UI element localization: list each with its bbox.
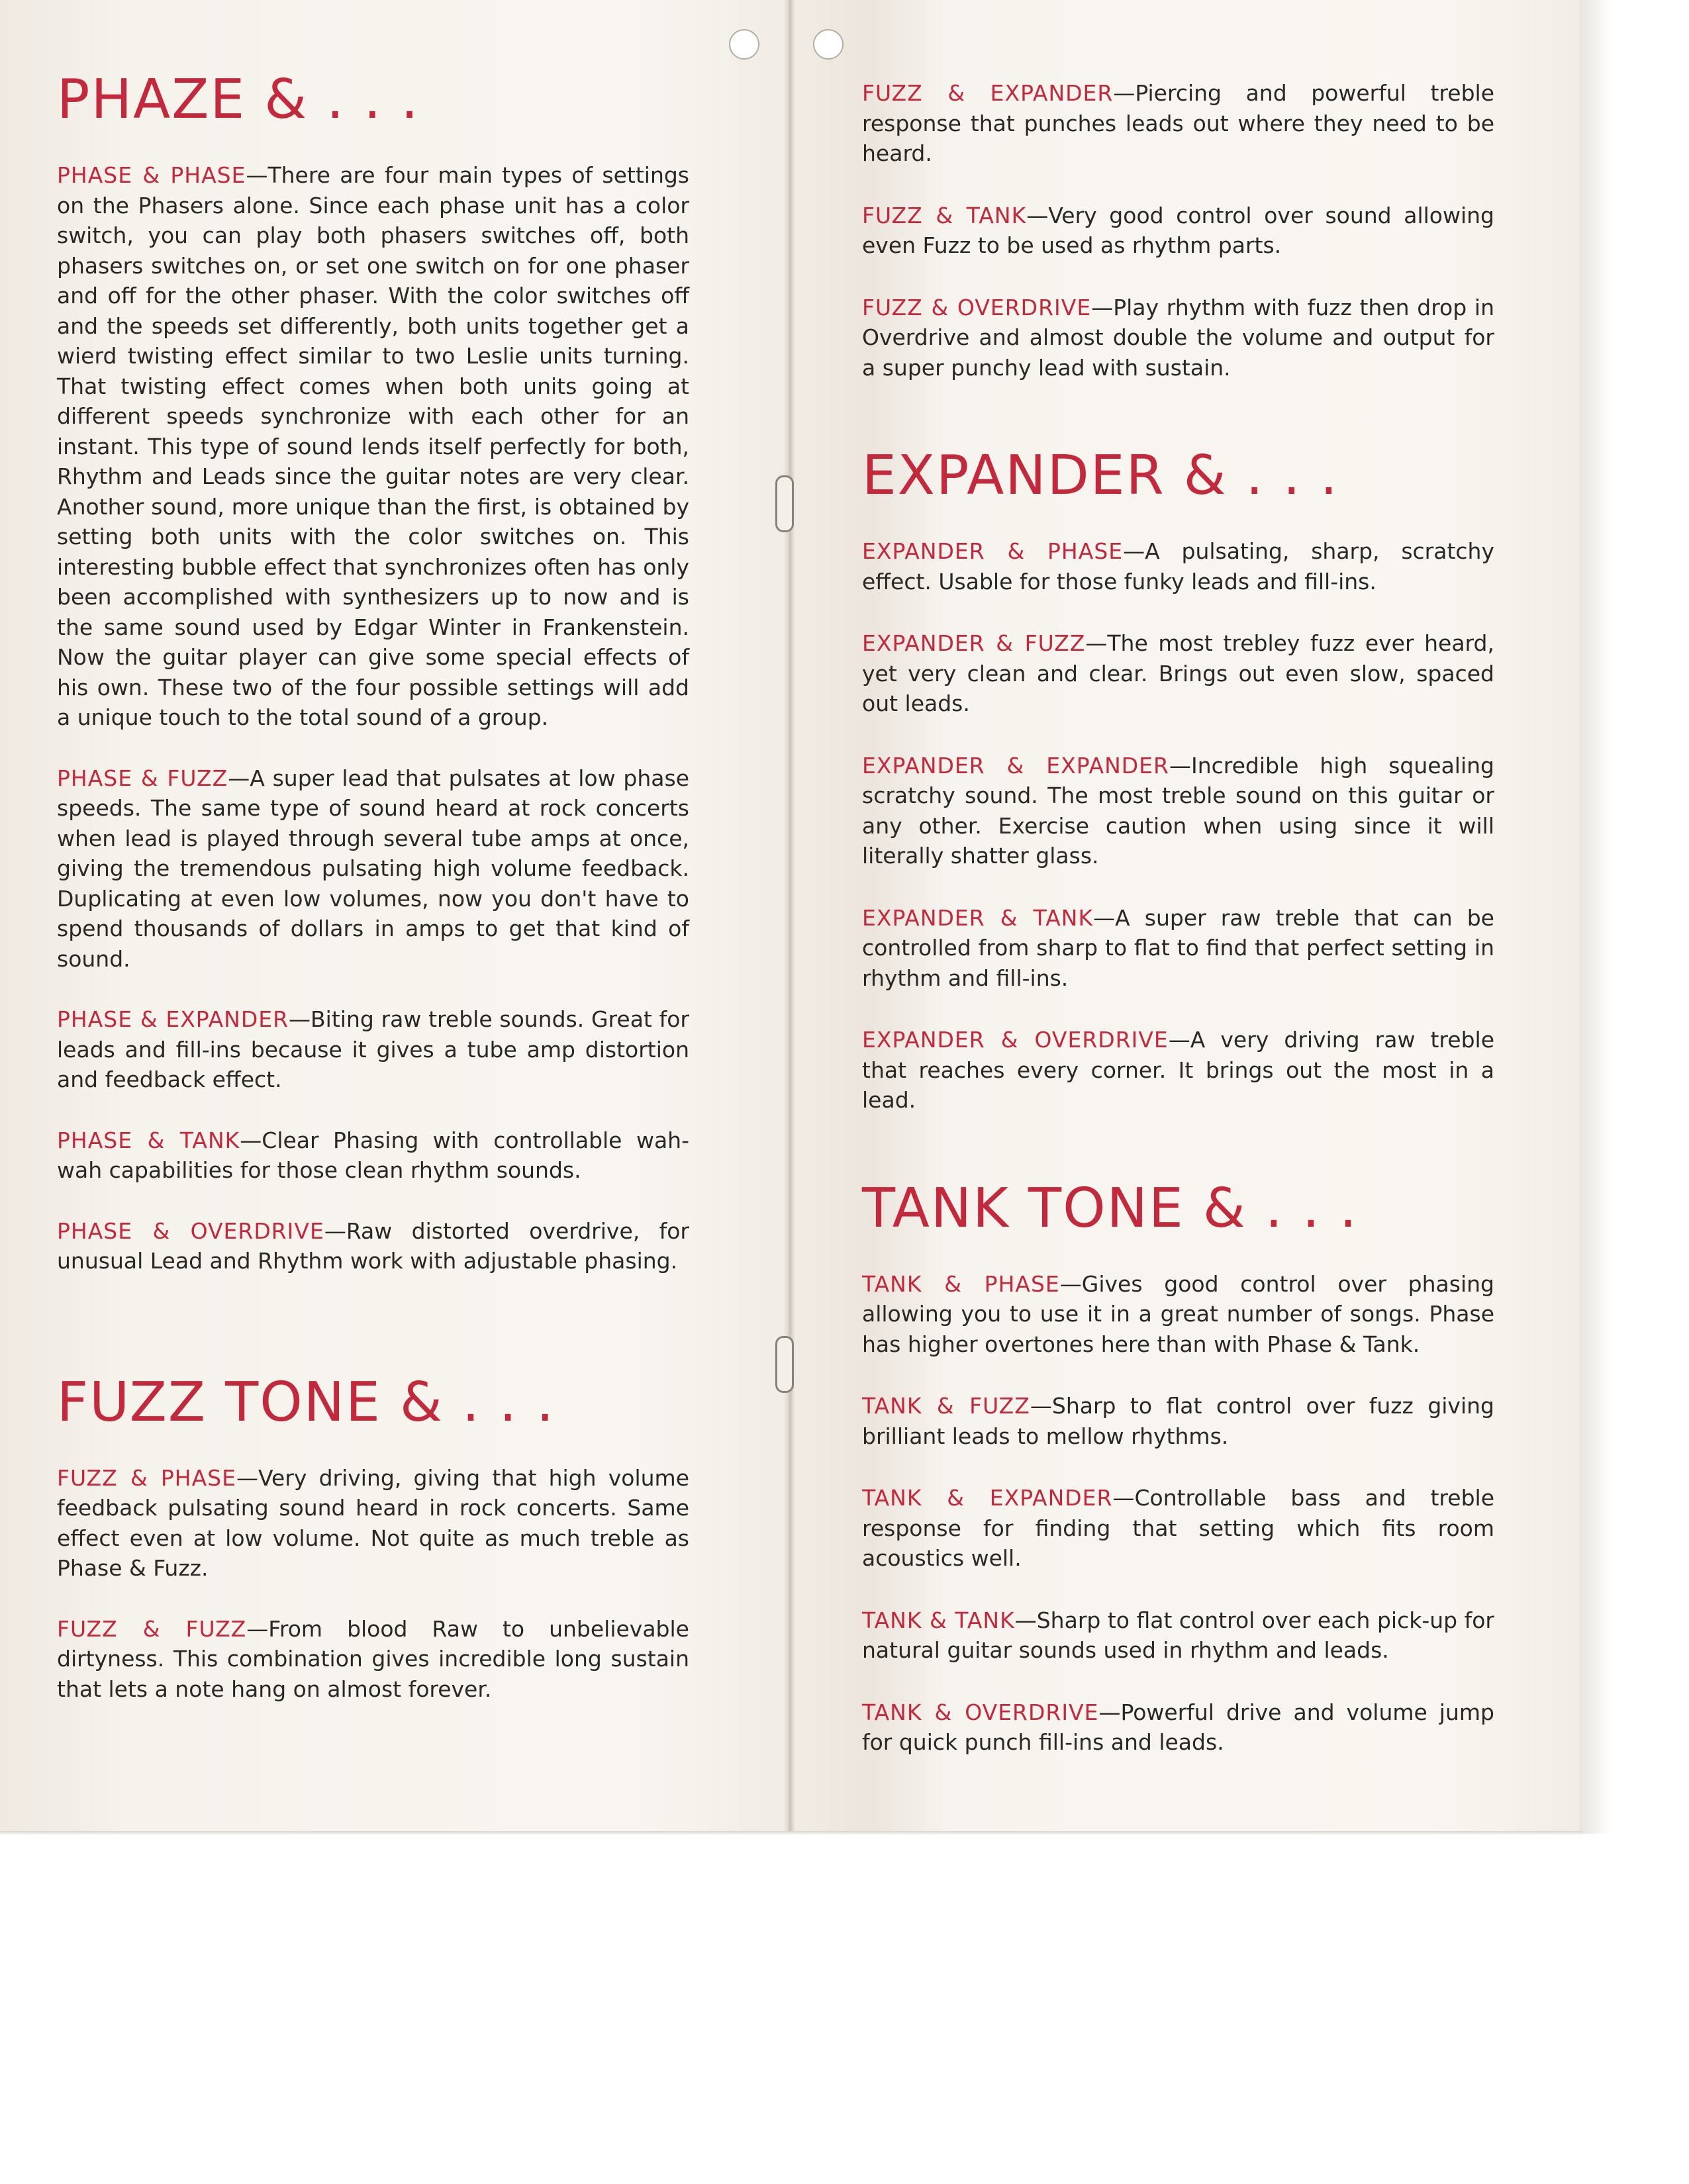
entry-expander-phase bbox=[862, 536, 1494, 596]
section-title-fuzz-tone: FUZZ TONE & . . . bbox=[57, 1370, 555, 1434]
entry-text: —Incredible high squealing scratchy sound. The most treble sound on this guitar or any other. Exercise caution when using since it will literally shatter glass. bbox=[862, 752, 1494, 869]
entry-tank-overdrive bbox=[862, 1697, 1494, 1758]
entry-fuzz-phase bbox=[57, 1463, 689, 1584]
left-page bbox=[57, 68, 690, 1704]
entry-text: —A very driving raw treble that reaches every corner. It brings out the most in a lead. bbox=[862, 1027, 1494, 1113]
entry-term: EXPANDER & FUZZ bbox=[862, 630, 1086, 656]
entry-phase-tank bbox=[57, 1125, 689, 1186]
entry-text: —A super raw treble that can be controlled from sharp to flat to find that perfect setting in rhythm and fill-ins. bbox=[862, 904, 1494, 991]
entry-expander-overdrive bbox=[862, 1025, 1494, 1116]
binding-hole bbox=[813, 29, 844, 60]
entry-phase-phase bbox=[57, 160, 689, 733]
entry-text: —Very driving, giving that high volume feedback pulsating sound heard in rock concerts. Same effect even at low volume. Not quite as much treble as Phase & Fuzz. bbox=[57, 1464, 689, 1581]
entry-fuzz-tank bbox=[862, 201, 1494, 261]
entry-term: EXPANDER & TANK bbox=[862, 904, 1094, 931]
entry-term: PHASE & PHASE bbox=[57, 162, 246, 188]
entry-text: —Powerful drive and volume jump for quick punch fill-ins and leads. bbox=[862, 1699, 1494, 1755]
entry-term: EXPANDER & EXPANDER bbox=[862, 752, 1169, 779]
section-title-tank-tone: TANK TONE & . . . bbox=[862, 1176, 1359, 1240]
entry-term: FUZZ & FUZZ bbox=[57, 1615, 247, 1642]
entry-text: —There are four main types of settings on the Phasers alone. Since each phase unit has a color switch, you can play both phasers switches off, both phasers switches on, or set one switch on for one phaser and off for the other phaser. With the color switches off and the speeds set differently, both units together get a wierd twisting effect similar to two Leslie units turning. That twisting effect comes when both units going at different speeds synchronize with each other for an instant. This type of sound lends itself perfectly for both, Rhythm and Leads since the guitar notes are very clear. Another sound, more unique than the first, is obtained by setting both units with the color switches on. This interesting bubble effect that synchronizes often has only been accomplished with synthesizers up to now and is the same sound used by Edgar Winter in Frankenstein. Now the guitar player can give some special effects of his own. These two of the four possible settings will add a unique touch to the total sound of a group. bbox=[57, 162, 690, 730]
entry-term: TANK & OVERDRIVE bbox=[862, 1699, 1099, 1725]
entry-expander-tank bbox=[862, 903, 1494, 994]
entry-term: TANK & FUZZ bbox=[862, 1393, 1030, 1419]
page-edge bbox=[1579, 0, 1689, 1834]
entry-term: FUZZ & TANK bbox=[862, 202, 1027, 228]
entry-text: —Clear Phasing with controllable wah-wah capabilities for those clean rhythm sounds. bbox=[57, 1127, 689, 1183]
entry-expander-fuzz bbox=[862, 628, 1494, 719]
entry-phase-expander bbox=[57, 1004, 689, 1095]
entry-term: PHASE & OVERDRIVE bbox=[57, 1217, 324, 1244]
center-fold bbox=[783, 0, 795, 1834]
entry-text: —A super lead that pulsates at low phase speeds. The same type of sound heard at rock concerts when lead is played through several tube amps at once, giving the tremendous pulsating high volume feedback. Duplicating at even low volumes, now you don't have to spend thousands of dollars in amps to get that kind of sound. bbox=[57, 765, 689, 972]
entry-term: TANK & PHASE bbox=[862, 1270, 1060, 1297]
entry-text: —A pulsating, sharp, scratchy effect. Usable for those funky leads and fill-ins. bbox=[862, 538, 1494, 594]
entry-text: —Sharp to flat control over each pick-up for natural guitar sounds used in rhythm and leads. bbox=[862, 1607, 1494, 1663]
entry-term: PHASE & FUZZ bbox=[57, 765, 228, 791]
staple bbox=[775, 475, 794, 532]
entry-text: —Very good control over sound allowing even Fuzz to be used as rhythm parts. bbox=[862, 202, 1495, 258]
entry-tank-tank bbox=[862, 1605, 1494, 1666]
entry-tank-fuzz bbox=[862, 1391, 1494, 1451]
entry-fuzz-expander bbox=[862, 78, 1494, 169]
entry-term: EXPANDER & OVERDRIVE bbox=[862, 1027, 1169, 1053]
entry-tank-expander bbox=[862, 1483, 1494, 1574]
page-edge bbox=[0, 1831, 1582, 1835]
entry-text: —Gives good control over phasing allowing you to use it in a great number of songs. Phase has higher overtones here than with Phase & Tank. bbox=[862, 1270, 1494, 1357]
section-title-phaze: PHAZE & . . . bbox=[57, 68, 420, 131]
entry-term: FUZZ & OVERDRIVE bbox=[862, 294, 1092, 320]
entry-text: —Raw distorted overdrive, for unusual Lead and Rhythm work with adjustable phasing. bbox=[57, 1217, 690, 1274]
entry-tank-phase bbox=[862, 1269, 1494, 1360]
entry-fuzz-overdrive bbox=[862, 293, 1494, 383]
entry-term: FUZZ & PHASE bbox=[57, 1464, 236, 1491]
entry-text: —Sharp to flat control over fuzz giving brilliant leads to mellow rhythms. bbox=[862, 1393, 1494, 1449]
section-title-expander: EXPANDER & . . . bbox=[862, 444, 1339, 507]
entry-fuzz-fuzz bbox=[57, 1614, 689, 1705]
entry-phase-fuzz bbox=[57, 763, 689, 974]
entry-term: FUZZ & EXPANDER bbox=[862, 80, 1114, 106]
entry-term: TANK & TANK bbox=[862, 1607, 1015, 1633]
entry-text: —Piercing and powerful treble response that punches leads out where they need to be heard. bbox=[862, 80, 1494, 166]
entry-text: —Play rhythm with fuzz then drop in Overdrive and almost double the volume and output for a super punchy lead with sustain. bbox=[862, 294, 1494, 381]
entry-term: PHASE & EXPANDER bbox=[57, 1006, 289, 1032]
entry-phase-overdrive bbox=[57, 1216, 689, 1276]
entry-text: —From blood Raw to unbelievable dirtyness. This combination gives incredible long sustain that lets a note hang on almost forever. bbox=[57, 1615, 689, 1702]
binding-hole bbox=[729, 29, 759, 60]
staple bbox=[775, 1336, 794, 1393]
entry-term: EXPANDER & PHASE bbox=[862, 538, 1124, 564]
entry-term: TANK & EXPANDER bbox=[862, 1485, 1113, 1511]
entry-text: —Controllable bass and treble response for finding that setting which fits room acoustics well. bbox=[862, 1485, 1495, 1571]
right-page bbox=[862, 78, 1494, 1758]
entry-term: PHASE & TANK bbox=[57, 1127, 240, 1153]
entry-text: —The most trebley fuzz ever heard, yet very clean and clear. Brings out even slow, spaced out leads. bbox=[862, 630, 1494, 716]
entry-text: —Biting raw treble sounds. Great for leads and fill-ins because it gives a tube amp distortion and feedback effect. bbox=[57, 1006, 690, 1092]
entry-expander-expander bbox=[862, 751, 1494, 871]
